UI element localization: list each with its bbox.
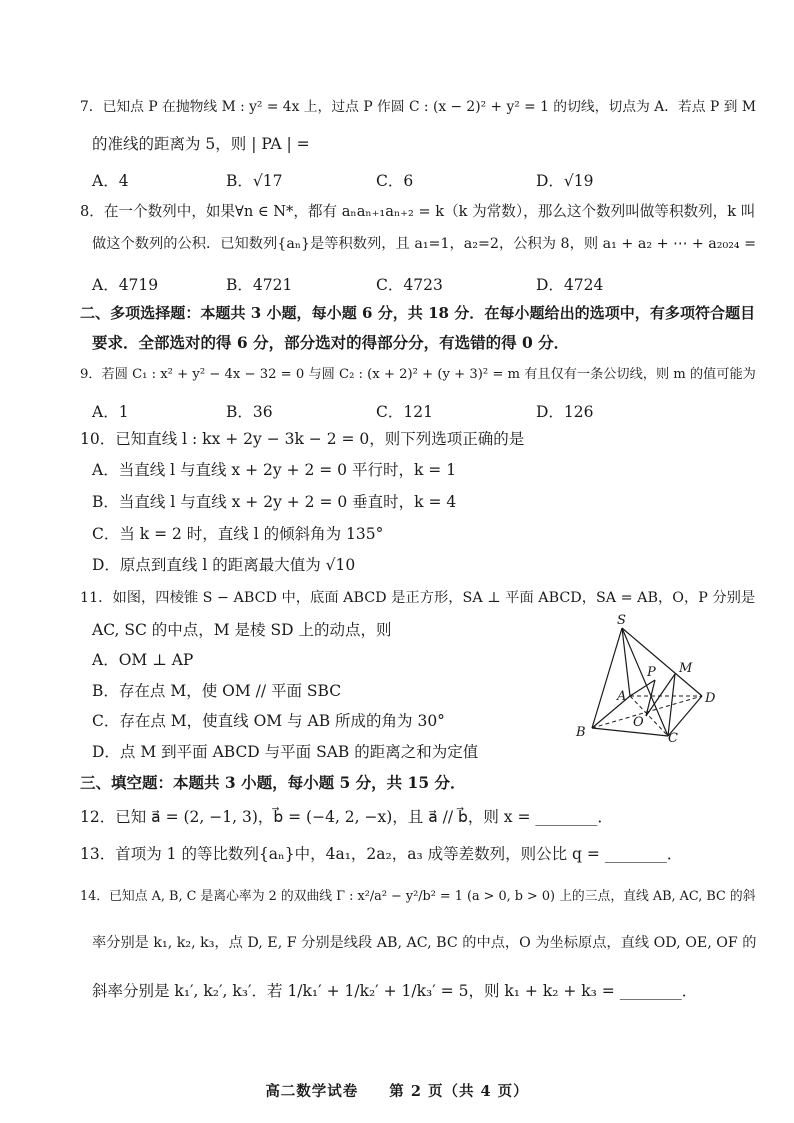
page-footer: 高二数学试卷 第 2 页（共 4 页）	[265, 1083, 529, 1100]
label-c: C	[668, 731, 678, 744]
label-b: B	[576, 725, 586, 740]
q10-option-c: C．当 k = 2 时，直线 l 的倾斜角为 135°	[92, 525, 384, 543]
q8-option-a: A．4719	[92, 276, 159, 294]
q12-stem: 12．已知 a⃗ = (2, −1, 3)，b⃗ = (−4, 2, −x)，且 a⃗ // b⃗，则 x = ________．	[80, 808, 613, 826]
label-s: S	[617, 614, 626, 628]
q7-option-d: D．√19	[536, 172, 594, 190]
q14-stem-line3: 斜率分别是 k₁′, k₂′, k₃′．若 1/k₁′ + 1/k₂′ + 1/k₃′ = 5，则 k₁ + k₂ + k₃ = ________．	[92, 982, 698, 1000]
diagonal-bd-hidden	[592, 696, 702, 728]
q11-option-d: D．点 M 到平面 ABCD 与平面 SAB 的距离之和为定值	[92, 743, 479, 761]
q14-stem-line2: 率分别是 k₁, k₂, k₃，点 D, E, F 分别是线段 AB, AC, BC 的中点，O 为坐标原点，直线 OD, OE, OF 的	[92, 935, 757, 951]
q8-option-d: D．4724	[536, 276, 604, 294]
q8-options	[92, 273, 752, 293]
q7-options	[92, 169, 752, 189]
label-o: O	[633, 715, 644, 730]
section2-heading-line1: 二、多项选择题：本题共 3 小题，每小题 6 分，共 18 分．在每小题给出的选项中，有多项符合题目	[80, 304, 756, 322]
q7-option-c: C．6	[376, 172, 414, 190]
q10-option-a: A．当直线 l 与直线 x + 2y + 2 = 0 平行时，k = 1	[92, 461, 457, 479]
q10-stem: 10．已知直线 l : kx + 2y − 3k − 2 = 0，则下列选项正确的是	[80, 430, 525, 448]
q8-stem-line2: 做这个数列的公积．已知数列{aₙ}是等积数列，且 a₁=1，a₂=2，公积为 8，则 a₁ + a₂ + ⋯ + a₂₀₂₄ =	[92, 236, 757, 252]
q11-stem-line2: AC, SC 的中点，M 是棱 SD 上的动点，则	[92, 621, 392, 639]
q11-stem-line1: 11．如图，四棱锥 S − ABCD 中，底面 ABCD 是正方形，SA ⊥ 平面 ABCD，SA = AB，O，P 分别是	[80, 590, 756, 606]
q11-option-b: B．存在点 M，使 OM // 平面 SBC	[92, 682, 342, 700]
label-d: D	[705, 691, 716, 706]
pyramid-figure	[570, 614, 730, 744]
q9-option-c: C．121	[376, 403, 433, 421]
section2-heading-line2: 要求．全部选对的得 6 分，部分选对的得部分分，有选错的得 0 分．	[92, 333, 570, 352]
q7-stem-line1: 7．已知点 P 在抛物线 M : y² = 4x 上，过点 P 作圆 C : (x − 2)² + y² = 1 的切线，切点为 A．若点 P 到 M	[80, 99, 756, 115]
q11-option-c: C．存在点 M，使直线 OM 与 AB 所成的角为 30°	[92, 712, 445, 730]
label-a: A	[617, 689, 627, 704]
q10-option-b: B．当直线 l 与直线 x + 2y + 2 = 0 垂直时，k = 4	[92, 493, 457, 511]
edge-bc	[592, 728, 668, 736]
label-m: M	[679, 661, 693, 676]
q9-options	[92, 400, 752, 420]
label-p: P	[647, 665, 656, 680]
edge-sb	[592, 628, 622, 728]
q10-option-d: D．原点到直线 l 的距离最大值为 √10	[92, 556, 356, 574]
q9-option-a: A．1	[92, 403, 129, 421]
q11-option-a: A．OM ⊥ AP	[92, 651, 194, 669]
section3-heading: 三、填空题：本题共 3 小题，每小题 5 分，共 15 分．	[80, 773, 466, 792]
q8-option-c: C．4723	[376, 276, 443, 294]
q7-option-a: A．4	[92, 172, 129, 190]
q8-stem-line1: 8．在一个数列中，如果∀n ∈ N*，都有 aₙaₙ₊₁aₙ₊₂ = k（k 为常数），那么这个数列叫做等积数列，k 叫	[80, 203, 756, 220]
edge-cd	[668, 696, 702, 736]
q7-stem-line2: 的准线的距离为 5，则 | PA | =	[92, 135, 310, 153]
q13-stem: 13．首项为 1 的等比数列{aₙ}中，4a₁，2a₂，a₃ 成等差数列，则公比 q = ________．	[80, 845, 683, 863]
q8-option-b: B．4721	[226, 276, 293, 294]
q14-stem-line1: 14．已知点 A, B, C 是离心率为 2 的双曲线 Γ : x²/a² − y²/b² = 1 (a > 0, b > 0) 上的三点，直线 AB, AC, BC 的斜	[80, 889, 756, 904]
q7-option-b: B．√17	[226, 172, 283, 190]
q9-option-d: D．126	[536, 403, 594, 421]
q9-stem: 9．若圆 C₁ : x² + y² − 4x − 32 = 0 与圆 C₂ : (x + 2)² + (y + 3)² = m 有且仅有一条公切线，则 m 的值可能为	[80, 367, 756, 382]
q9-option-b: B．36	[226, 403, 273, 421]
